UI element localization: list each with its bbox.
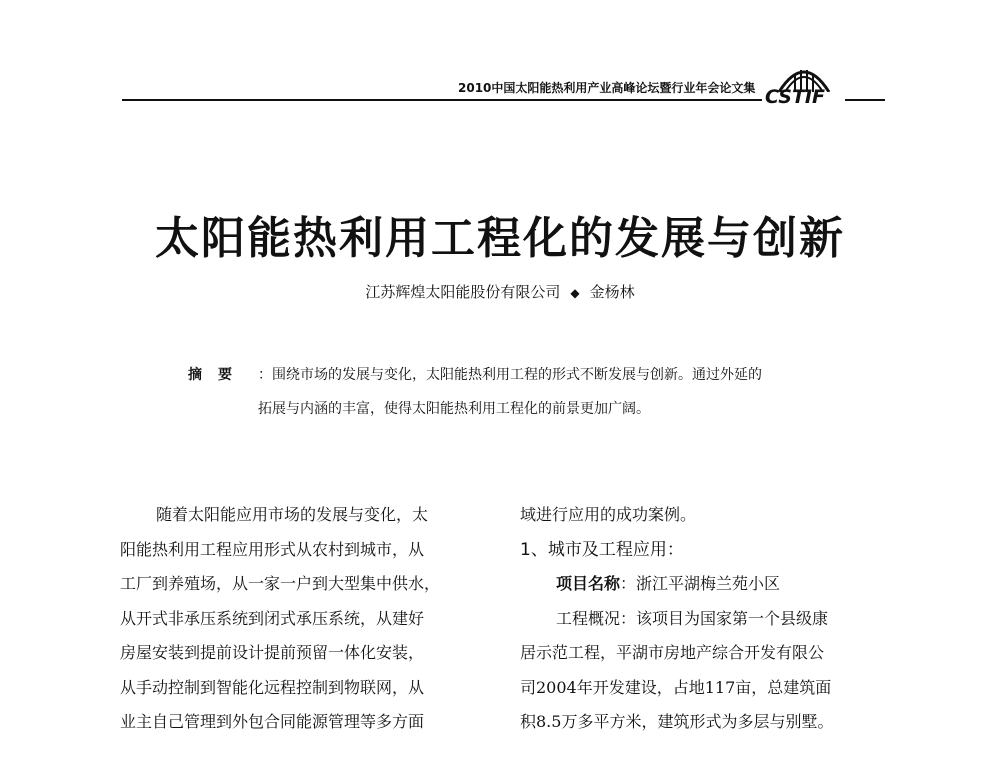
body-line: 房屋安装到提前设计提前预留一体化安装， bbox=[120, 643, 425, 662]
author-name: 金杨林 bbox=[589, 283, 635, 301]
abstract-line-2: 拓展与内涵的丰富，使得太阳能热利用工程化的前景更加广阔。 bbox=[258, 401, 650, 417]
body-line: 随着太阳能应用市场的发展与变化，太 bbox=[156, 505, 429, 524]
running-header: 2010中国太阳能热利用产业高峰论坛暨行业年会论文集 bbox=[458, 81, 756, 95]
cstif-logo bbox=[765, 58, 843, 108]
overview-label: 工程概况 bbox=[556, 608, 621, 628]
body-line: 居示范工程，平湖市房地产综合开发有限公 bbox=[520, 643, 825, 662]
abstract-label: 摘要 bbox=[188, 367, 248, 383]
paper-title: 太阳能热利用工程化的发展与创新 bbox=[155, 213, 845, 264]
overview-text: ：该项目为国家第一个县级康 bbox=[620, 608, 829, 628]
body-line: 司2004年开发建设，占地117亩，总建筑面 bbox=[520, 677, 832, 697]
separator-diamond-icon: ◆ bbox=[570, 286, 580, 300]
body-line: 积8.5万多平方米，建筑形式为多层与别墅。 bbox=[520, 712, 834, 731]
project-label: 项目名称 bbox=[556, 574, 621, 593]
header-rule-left bbox=[122, 99, 762, 101]
header-rule-right bbox=[845, 99, 885, 101]
body-line: 从手动控制到智能化远程控制到物联网，从 bbox=[120, 677, 425, 697]
body-line: 工厂到养殖场，从一家一户到大型集中供水， bbox=[120, 574, 441, 593]
affiliation: 江苏辉煌太阳能股份有限公司 bbox=[365, 283, 561, 301]
body-line: 从开式非承压系统到闭式承压系统，从建好 bbox=[120, 608, 425, 628]
project-value: ：浙江平湖梅兰苑小区 bbox=[620, 574, 781, 593]
author-line bbox=[0, 281, 1000, 302]
body-line: 阳能热利用工程应用形式从农村到城市，从 bbox=[120, 539, 425, 559]
section-heading: 1、城市及工程应用： bbox=[520, 539, 684, 560]
body-line: 业主自己管理到外包合同能源管理等多方面 bbox=[120, 712, 425, 731]
logo-text: CSTIF bbox=[765, 86, 825, 108]
body-right-column bbox=[520, 498, 900, 740]
body-left-column bbox=[120, 498, 500, 740]
project-name-line bbox=[520, 567, 900, 602]
abstract-line-1: ：围绕市场的发展与变化，太阳能热利用工程的形式不断发展与创新。通过外延的 bbox=[258, 367, 762, 383]
body-line: 域进行应用的成功案例。 bbox=[520, 505, 697, 524]
overview-line bbox=[520, 602, 900, 637]
